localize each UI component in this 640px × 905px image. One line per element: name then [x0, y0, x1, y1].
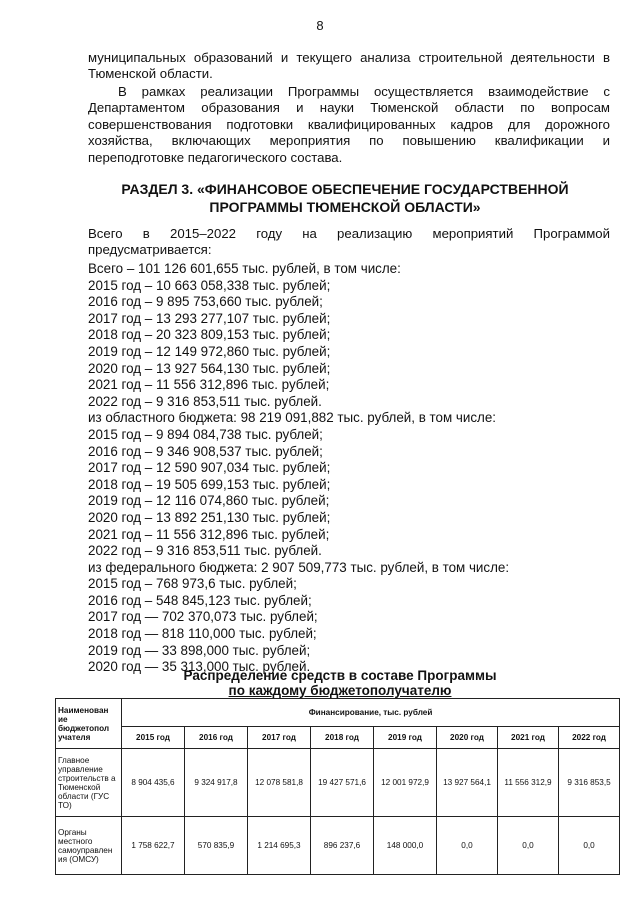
funding-line: 2020 год — 35 313,000 тыс. рублей.: [88, 659, 311, 675]
header-year: 2022 год: [559, 727, 620, 749]
funding-cell: 1 758 622,7: [122, 817, 185, 875]
funding-lines: [88, 261, 610, 676]
funding-cell: 13 927 564,1: [437, 749, 498, 817]
funding-line: из федерального бюджета: 2 907 509,773 тыс. рублей, в том числе:: [88, 559, 510, 575]
paragraph-1: муниципальных образований и текущего анализа строительной деятельности в Тюменской области.: [88, 50, 610, 82]
table-row: [56, 817, 620, 875]
header-recipient: Наименован ие бюджетопол учателя: [56, 699, 122, 749]
intro-line-1: [88, 226, 610, 242]
funding-cell: 12 001 972,9: [374, 749, 437, 817]
header-year: 2017 год: [248, 727, 311, 749]
funding-line: 2015 год – 10 663 058,338 тыс. рублей;: [88, 277, 331, 293]
intro-word: на: [302, 226, 317, 241]
intro-text: [88, 226, 610, 259]
intro-word: реализацию: [337, 226, 413, 241]
funding-line: 2018 год – 20 323 809,153 тыс. рублей;: [88, 327, 331, 343]
table-title-line-1: Распределение средств в составе Программы: [183, 668, 497, 683]
funding-cell: 0,0: [559, 817, 620, 875]
header-year: 2021 год: [498, 727, 559, 749]
funding-line: 2019 год – 12 116 074,860 тыс. рублей;: [88, 493, 330, 509]
funding-line: 2021 год – 11 556 312,896 тыс. рублей;: [88, 526, 330, 542]
funding-line: 2015 год – 9 894 084,738 тыс. рублей;: [88, 426, 323, 442]
funding-line: Всего – 101 126 601,655 тыс. рублей, в том числе:: [88, 261, 401, 276]
section-heading: [80, 180, 610, 216]
intro-word: Программой: [533, 226, 610, 241]
funding-line: 2020 год – 13 927 564,130 тыс. рублей;: [88, 360, 331, 376]
funding-line: 2017 год – 13 293 277,107 тыс. рублей;: [88, 310, 331, 326]
funding-line: из областного бюджета: 98 219 091,882 тыс. рублей, в том числе:: [88, 410, 497, 426]
funding-line: 2021 год – 11 556 312,896 тыс. рублей;: [88, 377, 330, 393]
table-title: [60, 668, 620, 698]
funding-cell: 12 078 581,8: [248, 749, 311, 817]
funding-cell: 148 000,0: [374, 817, 437, 875]
table-row: [56, 749, 620, 817]
section-heading-line-1: РАЗДЕЛ 3. «ФИНАНСОВОЕ ОБЕСПЕЧЕНИЕ ГОСУДАРСТВЕННОЙ: [121, 181, 569, 197]
header-year: 2019 год: [374, 727, 437, 749]
recipient-name: Главное управление строительств а Тюменской области (ГУС ТО): [56, 749, 122, 817]
funding-line: 2020 год – 13 892 251,130 тыс. рублей;: [88, 509, 331, 525]
funding-line: 2016 год – 9 346 908,537 тыс. рублей;: [88, 443, 323, 459]
funding-cell: 9 316 853,5: [559, 749, 620, 817]
section-heading-line-2: ПРОГРАММЫ ТЮМЕНСКОЙ ОБЛАСТИ»: [209, 199, 481, 215]
funding-table: [55, 698, 620, 875]
page-number: 8: [316, 18, 324, 33]
funding-cell: 570 835,9: [185, 817, 248, 875]
intro-line-2: предусматривается:: [88, 242, 212, 258]
funding-line: 2015 год – 768 973,6 тыс. рублей;: [88, 576, 297, 592]
funding-line: 2019 год — 33 898,000 тыс. рублей;: [88, 642, 311, 658]
funding-line: 2016 год – 9 895 753,660 тыс. рублей;: [88, 294, 323, 310]
funding-cell: 19 427 571,6: [311, 749, 374, 817]
intro-word: году: [256, 226, 283, 241]
header-year: 2020 год: [437, 727, 498, 749]
funding-cell: 1 214 695,3: [248, 817, 311, 875]
funding-line: 2018 год – 19 505 699,153 тыс. рублей;: [88, 476, 331, 492]
intro-word: в: [142, 226, 150, 241]
header-year: 2015 год: [122, 727, 185, 749]
recipient-name: Органы местного самоуправлен ия (ОМСУ): [56, 817, 122, 875]
header-financing: Финансирование, тыс. рублей: [122, 699, 620, 727]
funding-cell: 11 556 312,9: [498, 749, 559, 817]
funding-cell: 9 324 917,8: [185, 749, 248, 817]
header-year: 2018 год: [311, 727, 374, 749]
intro-word: мероприятий: [432, 226, 514, 241]
intro-word: 2015–2022: [169, 226, 236, 241]
funding-line: 2019 год – 12 149 972,860 тыс. рублей;: [88, 343, 331, 359]
funding-cell: 896 237,6: [311, 817, 374, 875]
funding-cell: 8 904 435,6: [122, 749, 185, 817]
funding-cell: 0,0: [498, 817, 559, 875]
funding-line: 2016 год – 548 845,123 тыс. рублей;: [88, 592, 312, 608]
funding-line: 2018 год — 818 110,000 тыс. рублей;: [88, 626, 317, 642]
funding-line: 2017 год — 702 370,073 тыс. рублей;: [88, 609, 318, 625]
funding-line: 2017 год – 12 590 907,034 тыс. рублей;: [88, 460, 331, 476]
funding-line: 2022 год – 9 316 853,511 тыс. рублей.: [88, 543, 322, 559]
paragraph-2: В рамках реализации Программы осуществляется взаимодействие с Департаментом образования и науки Тюменской области по вопросам совершенствования подготовки квалифицированных кадров для дорожного хозяйства, включающих мероприятия по повышению квалификации и переподготовке педагогического состава.: [88, 84, 610, 165]
funding-cell: 0,0: [437, 817, 498, 875]
funding-line: 2022 год – 9 316 853,511 тыс. рублей.: [88, 393, 322, 409]
header-year: 2016 год: [185, 727, 248, 749]
table-title-line-2: по каждому бюджетополучателю: [228, 683, 452, 698]
intro-word: Всего: [88, 226, 123, 241]
